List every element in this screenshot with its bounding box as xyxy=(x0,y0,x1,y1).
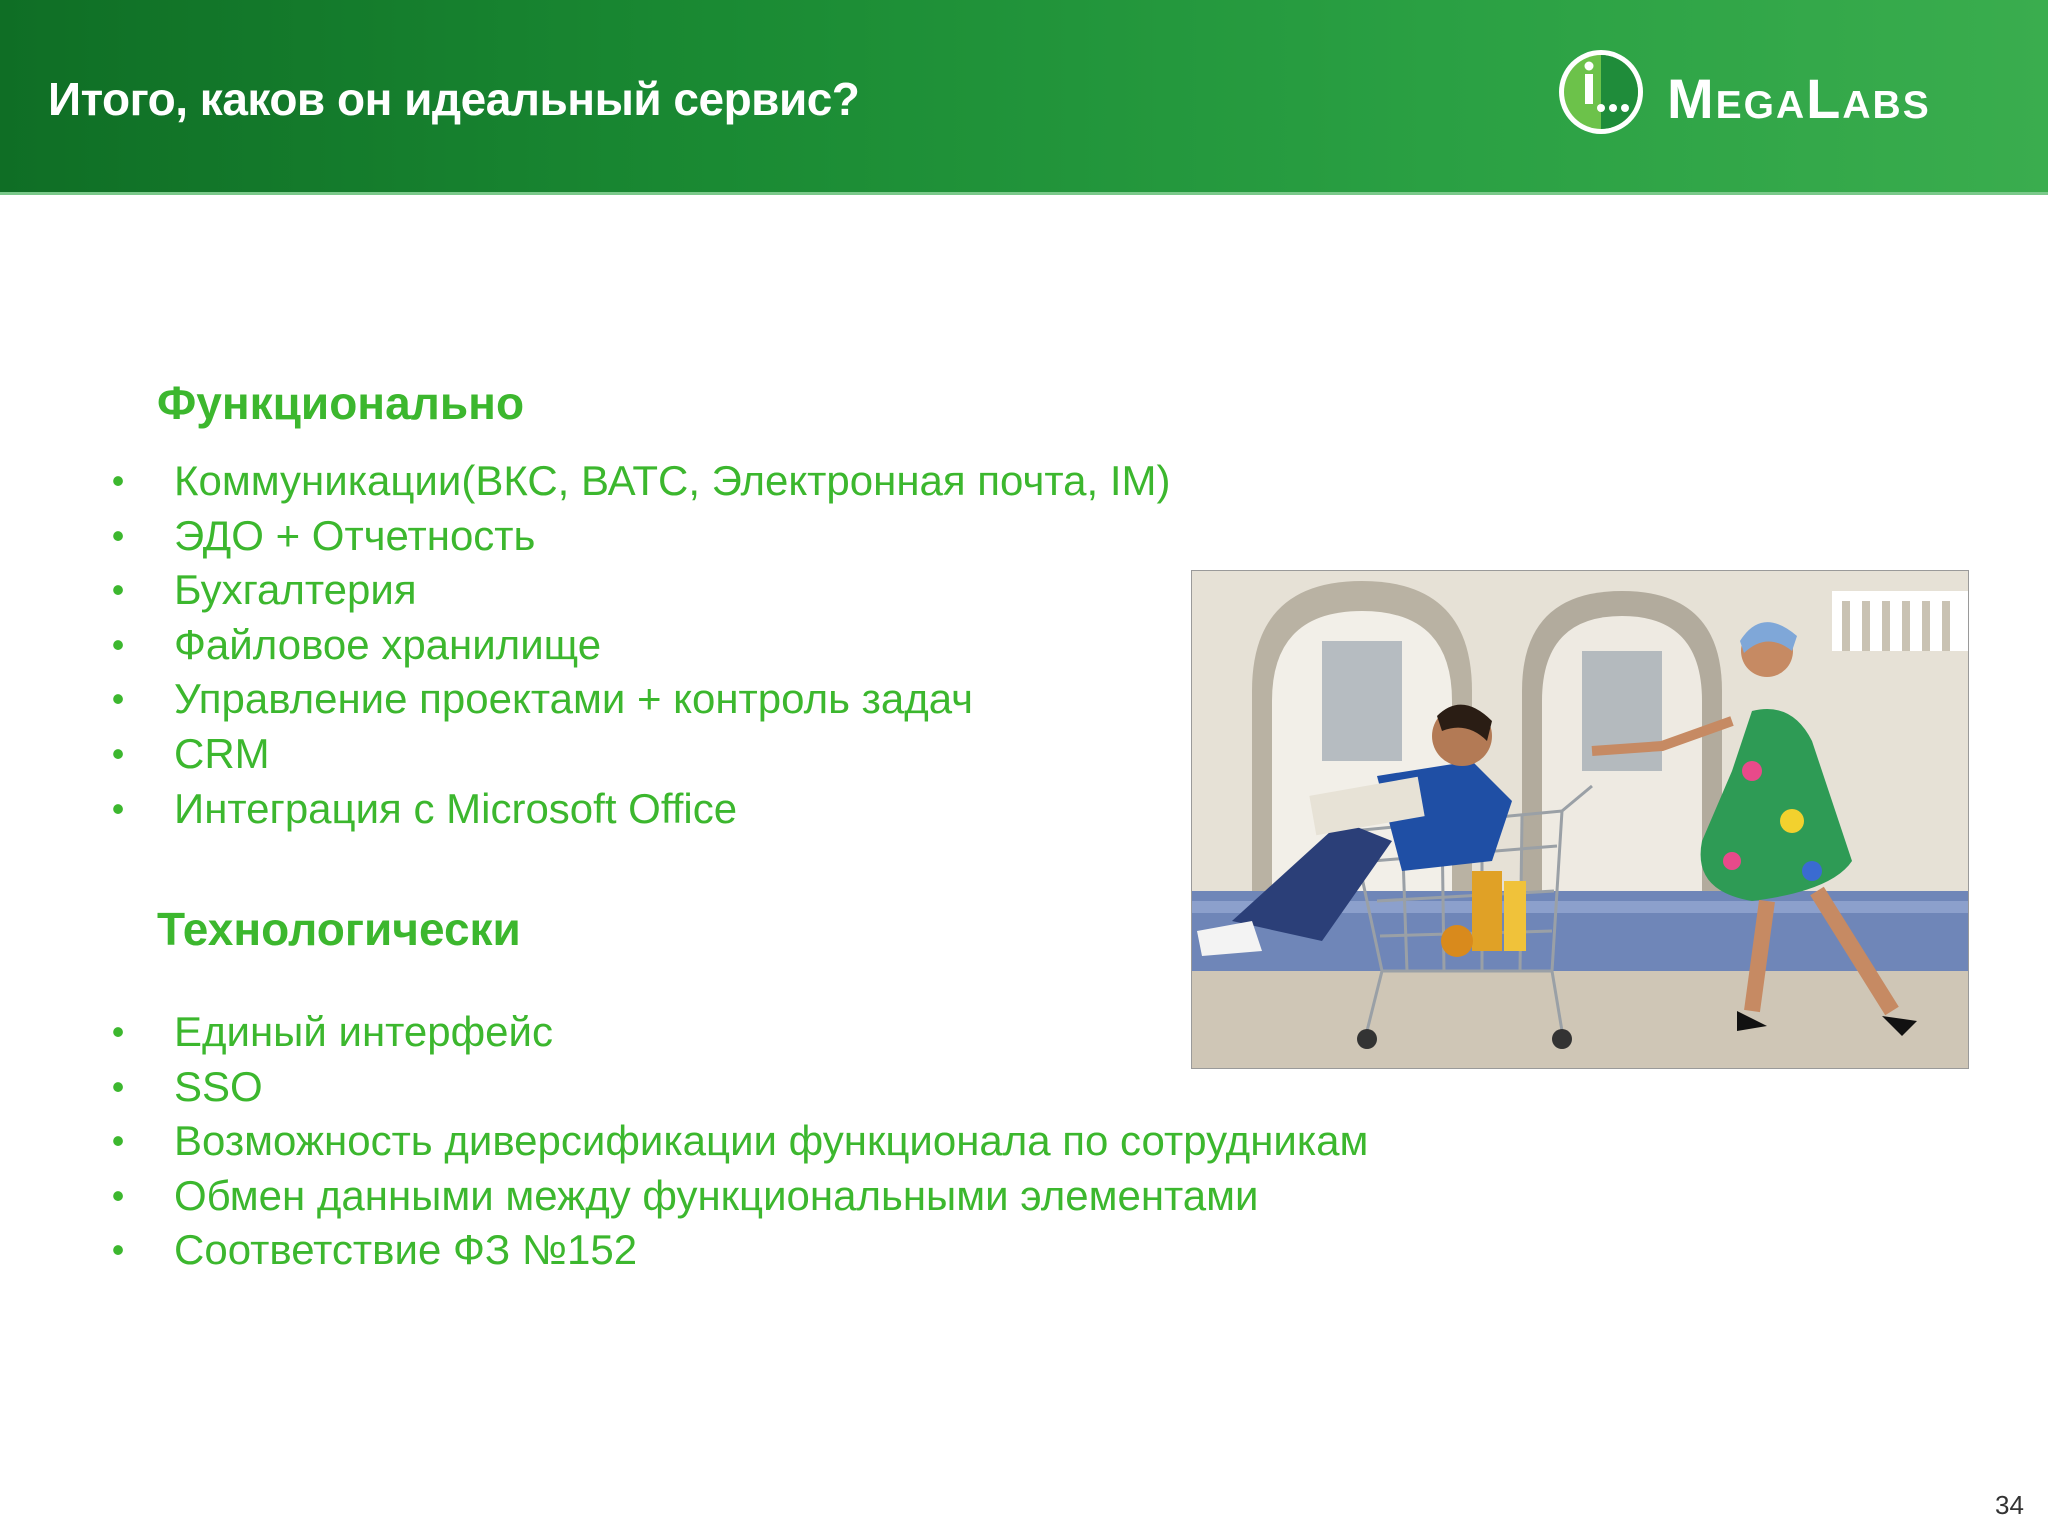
section-title-technological: Технологически xyxy=(157,903,521,955)
list-item xyxy=(108,454,1170,509)
list-item-text: Интеграция с Microsoft Office xyxy=(174,784,738,832)
bullet-icon: • xyxy=(111,787,125,829)
technological-list xyxy=(108,1005,1368,1278)
list-item-text: Обмен данными между функциональными элементами xyxy=(174,1171,1259,1219)
list-item xyxy=(108,1169,1368,1224)
list-item-text: Файловое хранилище xyxy=(174,620,602,668)
megalabs-logo-icon xyxy=(1555,46,1647,138)
bullet-icon: • xyxy=(111,1120,125,1162)
bullet-icon: • xyxy=(111,1229,125,1271)
list-item-text: ЭДО + Отчетность xyxy=(174,511,536,559)
list-item-text: Возможность диверсификации функционала по сотрудникам xyxy=(174,1117,1369,1165)
list-item xyxy=(108,1060,1368,1115)
section-title-functional: Функционально xyxy=(157,377,525,429)
list-item xyxy=(108,1005,1368,1060)
bullet-icon: • xyxy=(111,569,125,611)
list-item-text: Соответствие ФЗ №152 xyxy=(174,1226,638,1274)
list-item xyxy=(108,782,1170,837)
logo-wordmark: MegaLabs xyxy=(1667,67,1931,130)
list-item-text: Единый интерфейс xyxy=(174,1008,554,1055)
page-number: 34 xyxy=(1995,1490,2024,1520)
slide-header xyxy=(0,0,2048,195)
slide-title: Итого, каков он идеальный сервис? xyxy=(48,73,860,125)
list-item xyxy=(108,1223,1368,1278)
list-item-text: Управление проектами + контроль задач xyxy=(174,675,974,723)
list-item-text: Коммуникации(ВКС, ВАТС, Электронная почта, IM) xyxy=(174,457,1171,504)
bullet-icon: • xyxy=(111,1174,125,1216)
bullet-icon: • xyxy=(111,732,125,774)
list-item-text: CRM xyxy=(174,729,270,777)
bullet-icon: • xyxy=(111,460,125,501)
megalabs-logo xyxy=(1555,46,2025,142)
functional-list xyxy=(108,454,1170,836)
photo-illustration xyxy=(1192,571,1968,1068)
bullet-icon: • xyxy=(111,623,125,665)
bullet-icon: • xyxy=(111,1011,125,1052)
list-item-text: SSO xyxy=(174,1062,263,1110)
list-item xyxy=(108,672,1170,727)
list-item xyxy=(108,563,1170,618)
list-item xyxy=(108,1114,1368,1169)
list-item xyxy=(108,618,1170,673)
list-item xyxy=(108,727,1170,782)
bullet-icon: • xyxy=(111,514,125,556)
list-item-text: Бухгалтерия xyxy=(174,566,417,614)
shopping-cart-photo xyxy=(1191,570,1969,1069)
list-item xyxy=(108,509,1170,564)
bullet-icon: • xyxy=(111,1065,125,1107)
bullet-icon: • xyxy=(111,678,125,720)
